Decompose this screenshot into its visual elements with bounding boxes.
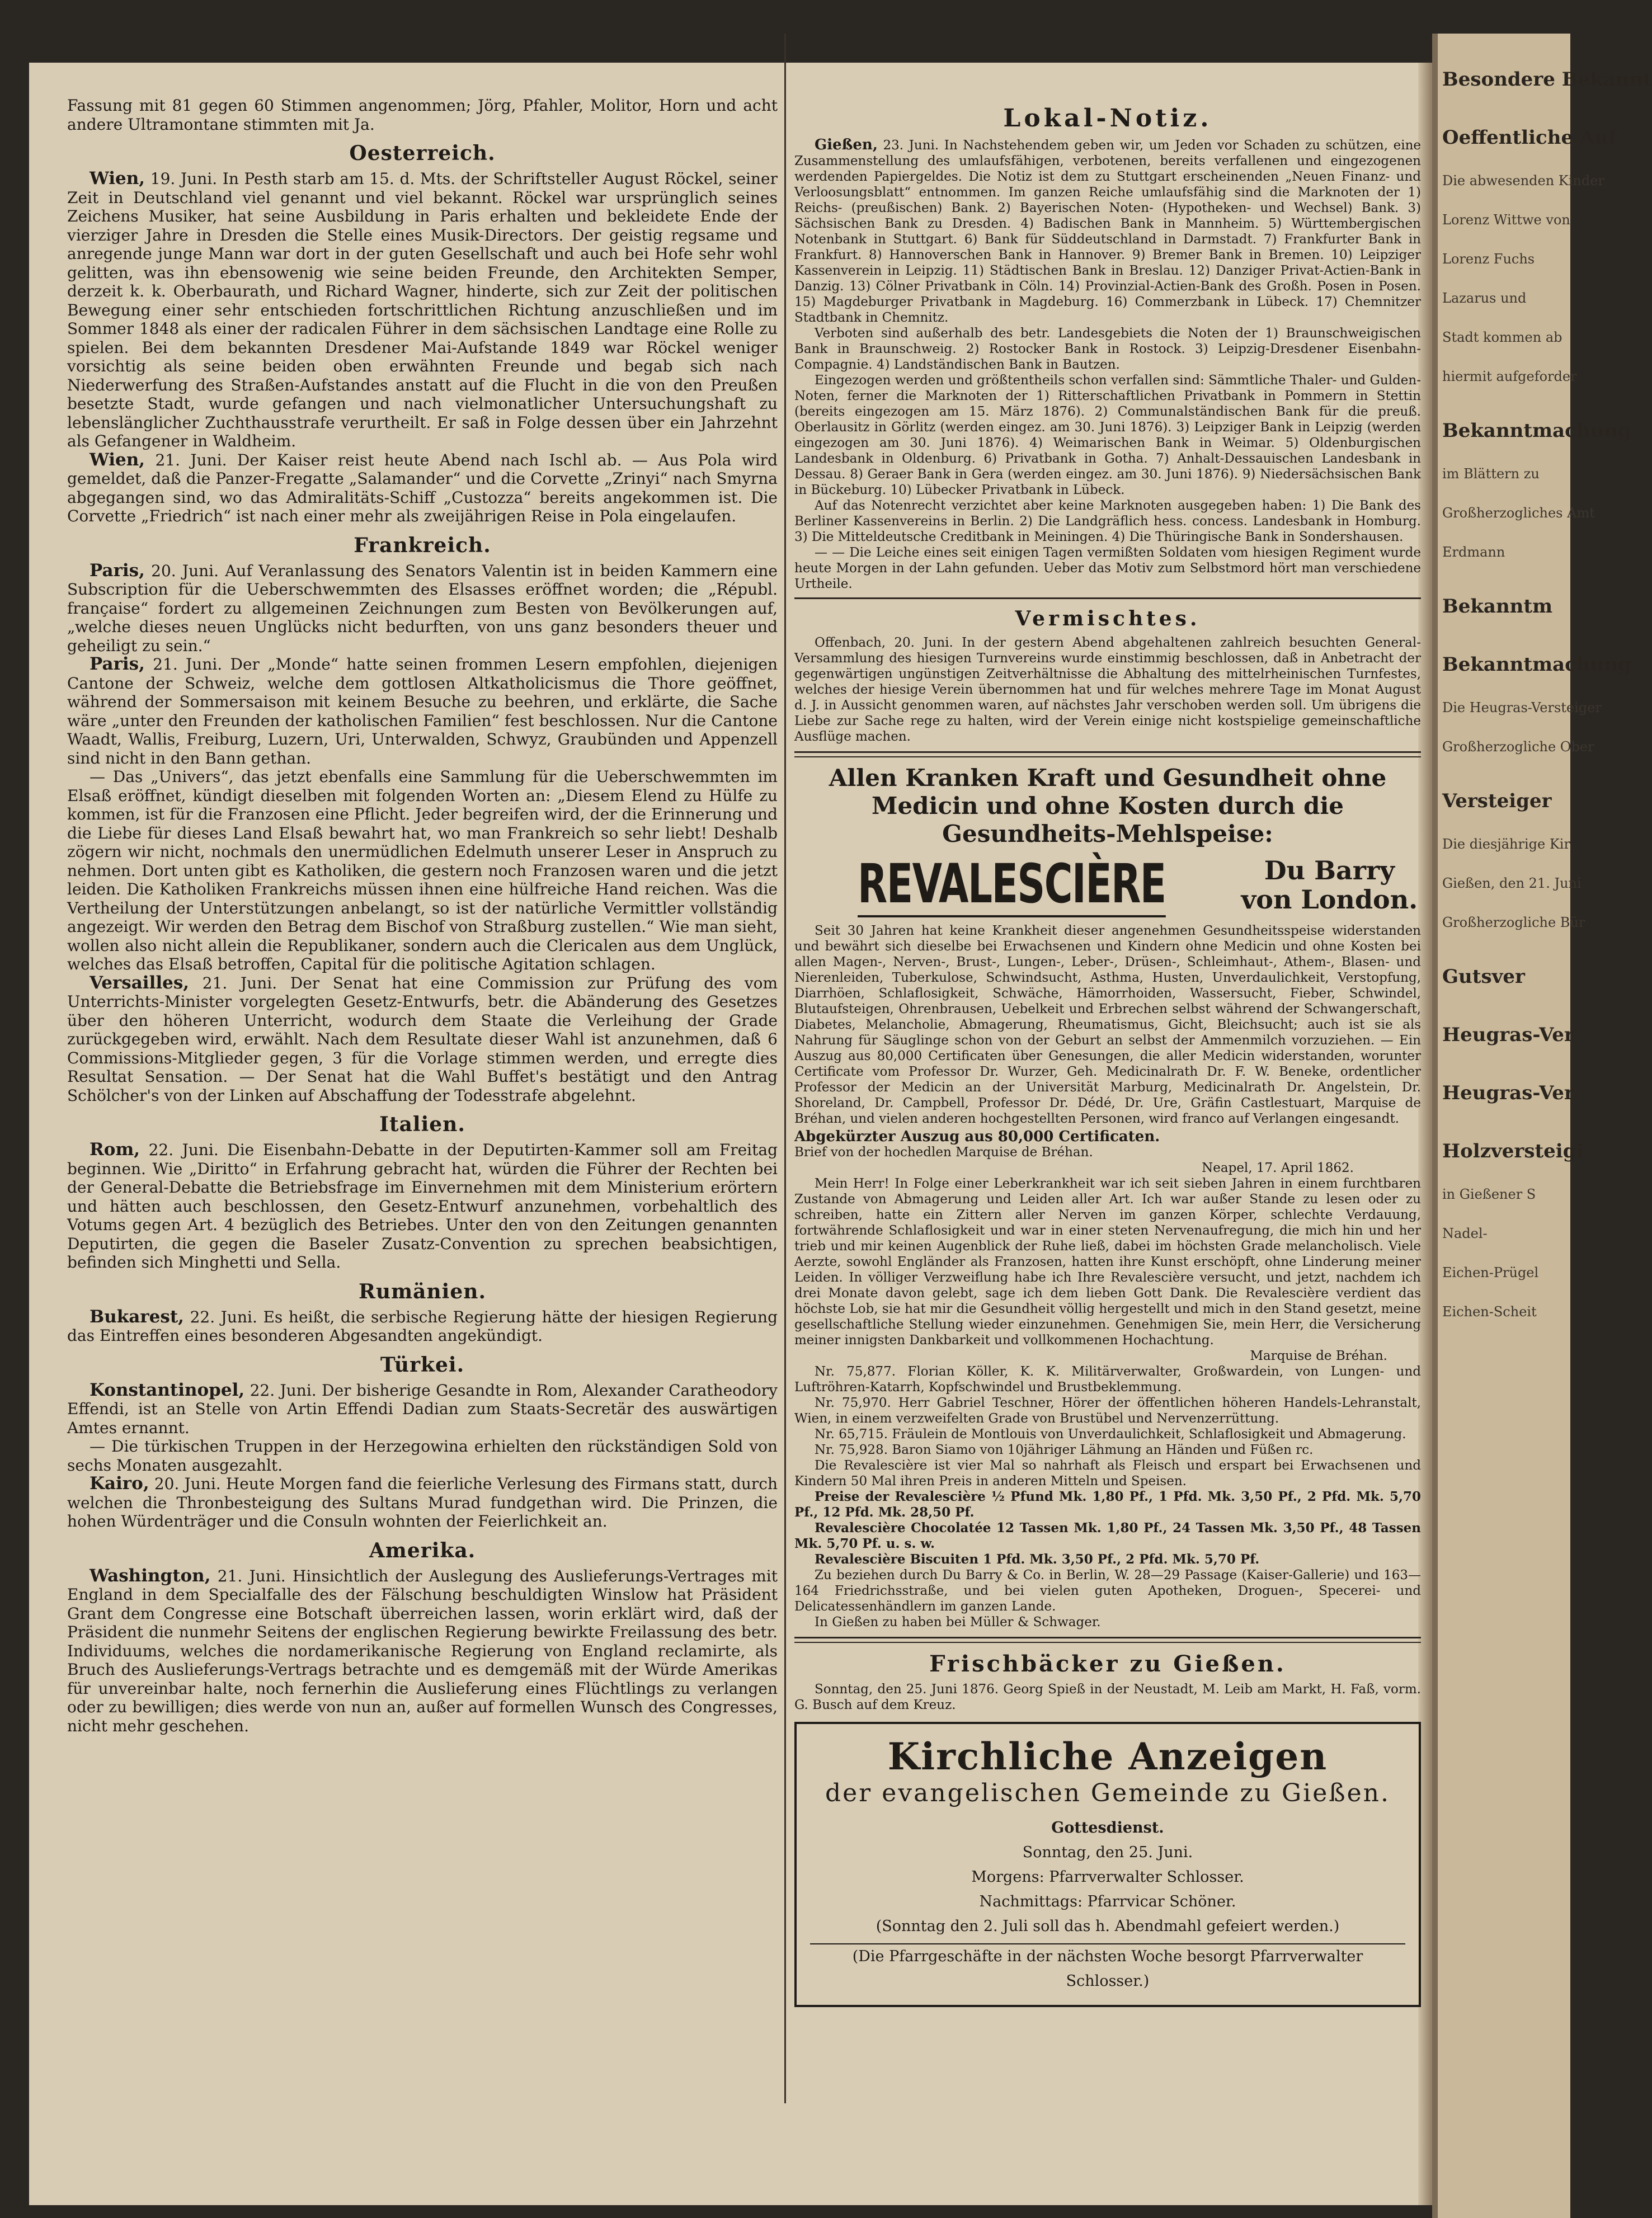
ad-brand-subtitle: [1241, 856, 1418, 914]
section-heading-lokal: Lokal-Notiz.: [1003, 104, 1212, 133]
dateline: Rom,: [90, 1139, 140, 1160]
left-column: [67, 96, 778, 1735]
divider: [794, 1637, 1421, 1643]
ad-brand-block: [794, 853, 1421, 917]
church-service-heading: Gottesdienst.: [1051, 1819, 1164, 1836]
adjacent-page-line: Gießen, den 21. Juni: [1442, 875, 1582, 891]
section-heading-frankreich: Frankreich.: [354, 533, 491, 557]
adjacent-page-line: Lorenz Wittwe von: [1442, 212, 1570, 228]
adjacent-page-line: Großherzogliches Amt: [1442, 505, 1595, 521]
article-text: 23. Juni. In Nachstehendem geben wir, um Jeden vor Schaden zu schützen, eine Zusammenstellung des umlaufsfähigen, verbotenen, bereits verfallenen und eingezogenen werdenden Papiergeldes. Die Notiz ist dem zu Stuttgart erscheinenden „Neuen Finanz- und Verloosungsblatt“ entnommen. Im ganzen Reiche umlaufsfähig sind die Marknoten der 1) Reichs- (preußischen) Bank. 2) Bayerischen Noten- (Hypotheken- und Wechsel) Bank. 3) Sächsischen Bank zu Dresden. 4) Badischen Bank in Mannheim. 5) Württembergischen Notenbank in Stuttgart. 6) Bank für Süddeutschland in Darmstadt. 7) Frankfurter Bank in Frankfurt. 8) Hannoverschen Bank in Hannover. 9) Bremer Bank in Bremen. 10) Leipziger Kassenverein in Leipzig. 11) Städtischen Bank in Breslau. 12) Danziger Privat-Actien-Bank in Danzig. 13) Cölner Privatbank in Cöln. 14) Provinzial-Actien-Bank des Großh. Posen in Posen. 15) Magdeburger Privatbank in Magdeburg. 16) Commerzbank in Lübeck. 17) Chemnitzer Stadtbank in Chemnitz.: [794, 138, 1422, 325]
article-text: 21. Juni. Der Senat hat eine Commission zur Prüfung des vom Unterrichts-Minister vorgelegten Gesetz-Entwurfs, betr. die Abänderung des Gesetzes über den höheren Unterricht, wodurch dem Staate die Verleihung der Grade zurückgegeben wird, erwählt. Nach dem Resultate dieser Wahl ist anzunehmen, daß 6 Commissions-Mitglieder gegen, 3 für die Vorlage stimmen werden, und erregte dies Resultat Sensation. — Der Senat hat die Wahl Buffet's bestätigt und den Antrag Schölcher's von der Linken auf Abschaffung der Todesstrafe abgelehnt.: [67, 973, 778, 1105]
adjacent-page-line: Besondere Bekannt: [1442, 68, 1652, 91]
article-konstantinopel: [67, 1381, 778, 1438]
adjacent-page-line: Die Heugras-Versteiger: [1442, 700, 1602, 715]
article-wien-2: [67, 451, 778, 526]
church-communion-note: (Sonntag den 2. Juli soll das h. Abendmahl gefeiert werden.): [876, 1918, 1340, 1935]
ad-prices: Preise der Revalescière ½ Pfund Mk. 1,80 Pf., 1 Pfd. Mk. 3,50 Pf., 2 Pfd. Mk. 5,70 Pf., 12 Pfd. Mk. 28,50 Pf.: [794, 1489, 1421, 1520]
section-heading-italien: Italien.: [379, 1113, 465, 1136]
ad-supplier: Zu beziehen durch Du Barry & Co. in Berlin, W. 28—29 Passage (Kaiser-Gallerie) und 163—164 Friedrichsstraße, und bei vielen guten Apotheken, Droguen-, Specerei- und Delicatessenhändlern im ganzen Lande.: [794, 1568, 1421, 1614]
church-duties-note: (Die Pfarrgeschäfte in der nächsten Woche besorgt Pfarrverwalter Schlosser.): [810, 1943, 1405, 1994]
section-heading-tuerkei: Türkei.: [380, 1353, 465, 1377]
column-divider: [784, 34, 786, 2103]
adjacent-page-line: Großherzogliche Ober: [1442, 739, 1594, 755]
ad-cert-heading: Abgekürzter Auszug aus 80,000 Certificaten.: [794, 1128, 1160, 1145]
adjacent-page-line: Lazarus und: [1442, 290, 1527, 306]
adjacent-page-edge: [1432, 34, 1652, 2218]
section-heading-vermischtes: Vermischtes.: [1015, 607, 1201, 630]
ad-signature: Marquise de Bréhan.: [1250, 1349, 1387, 1363]
article-bukarest: [67, 1308, 778, 1345]
section-heading-oesterreich: Oesterreich.: [349, 142, 496, 165]
adjacent-page-line: Bekanntmachung: [1442, 420, 1631, 442]
church-notices-subtitle: der evangelischen Gemeinde zu Gießen.: [825, 1779, 1391, 1807]
article-versailles: [67, 974, 778, 1105]
ad-intro: Seit 30 Jahren hat keine Krankheit dieser angenehmen Gesundheitsspeise widerstanden und bewährt sich dieselbe bei Erwachsenen und Kindern ohne Medicin und ohne Kosten bei allen Magen-, Nerven-, Brust-, Lungen-, Leber-, Drüsen-, Schleimhaut-, Athem-, Blasen- und Nierenleiden, Tuberkulose, Schwindsucht, Asthma, Husten, Unverdaulichkeit, Verstopfung, Diarrhöen, Schlaflosigkeit, Schwäche, Hämorrhoiden, Wassersucht, Fieber, Schwindel, Blutaufsteigen, Ohrenbrausen, Uebelkeit und Erbrechen selbst während der Schwangerschaft, Diabetes, Melancholie, Abmagerung, Rheumatismus, Gicht, Bleichsucht; auch ist sie als Nahrung für Säuglinge schon von der Geburt an selbst der Ammenmilch vorzuziehen. — Ein Auszug aus 80,000 Certificaten über Genesungen, die aller Medicin widerstanden, worunter Certificate vom Professor Dr. Wurzer, Geh. Medicinalrath Dr. F. W. Beneke, ordentlicher Professor der Medicin an der Universität Marburg, Medicinalrath Dr. Angelstein, Dr. Shoreland, Dr. Campbell, Professor Dr. Dédé, Dr. Ure, Gräfin Castlestuart, Marquise de Bréhan, und vielen anderen hochgestellten Personen, wird franco auf Verlangen eingesandt.: [794, 924, 1421, 1126]
continued-paragraph: Fassung mit 81 gegen 60 Stimmen angenommen; Jörg, Pfahler, Molitor, Horn und acht andere Ultramontane stimmten mit Ja.: [67, 96, 778, 134]
divider: [794, 597, 1421, 599]
adjacent-page-line: in Gießener S: [1442, 1186, 1536, 1202]
adjacent-page-line: Versteiger: [1442, 790, 1552, 812]
section-heading-amerika: Amerika.: [369, 1538, 476, 1562]
article-giessen: [794, 137, 1421, 326]
adjacent-page-line: Stadt kommen ab: [1442, 329, 1562, 345]
adjacent-page-line: Holzversteigi: [1442, 1140, 1584, 1162]
article-eingezogen: Eingezogen werden und größtentheils schon verfallen sind: Sämmtliche Thaler- und Gulden-Noten, ferner die Marknoten der 1) Ritterschaftlichen Privatbank in Pommern in Stettin (bereits eingezogen am 15. März 1876). 2) Communalständischen Bank für die preuß. Oberlausitz in Görlitz (werden eingez. am 30. Juni 1876). 3) Leipziger Bank in Leipzig (werden eingezogen am 30. Juni 1876). 4) Weimarischen Bank in Weimar. 5) Oldenburgischen Landesbank in Oldenburg. 6) Privatbank in Gotha. 7) Anhalt-Dessauischen Landesbank in Dessau. 8) Geraer Bank in Gera (werden eingez. am 30. Juni 1876). 9) Niedersächsischen Bank in Bückeburg. 10) Lübecker Privatbank in Lübeck.: [794, 373, 1421, 497]
dateline: Paris,: [90, 560, 145, 581]
section-heading-rumaenien: Rumänien.: [359, 1279, 486, 1303]
ad-prices-biscuits: Revalescière Biscuiten 1 Pfd. Mk. 3,50 Pf., 2 Pfd. Mk. 5,70 Pf.: [815, 1552, 1260, 1567]
ad-headline: Allen Kranken Kraft und Gesundheit ohne Medicin und ohne Kosten durch die Gesundheits-Mehlspeise:: [829, 764, 1387, 847]
dateline: Bukarest,: [90, 1306, 184, 1327]
article-paris-2: [67, 655, 778, 767]
adjacent-page-line: Großherzogliche Bür: [1442, 915, 1585, 930]
ad-letter: Mein Herr! In Folge einer Leberkrankheit war ich seit sieben Jahren in einem furchtbaren Zustande von Abmagerung und Leiden aller Art. Ich war außer Stande zu lesen oder zu schreiben, hatte ein Zittern aller Nerven im ganzen Körper, schlechte Verdauung, fortwährende Schlaflosigkeit und war in einer steten Nervenaufregung, die mich hin und her trieb und mir keinen Augenblick der Ruhe ließ, dabei im höchsten Grade melancholisch. Viele Aerzte, sowohl Engländer als Franzosen, hatten ihre Kunst erschöpft, ohne Linderung meiner Leiden. In völliger Verzweiflung habe ich Ihre Revalescière versucht, und jetzt, nachdem ich drei Monate davon gelebt, sage ich dem lieben Gott Dank. Die Revalescière verdient das höchste Lob, sie hat mir die Gesundheit völlig hergestellt und mich in den Stand gesetzt, meine gesellschaftliche Stellung wieder einzunehmen. Genehmigen Sie, mein Herr, die Versicherung meiner innigsten Dankbarkeit und vollkommenen Hochachtung.: [794, 1176, 1421, 1348]
article-rom: [67, 1141, 778, 1272]
church-notices-box: [794, 1722, 1421, 2007]
adjacent-page-text: [1438, 67, 1652, 1320]
ad-brand-sub2: von London.: [1241, 884, 1418, 915]
dateline: Paris,: [90, 654, 145, 674]
section-heading-frischbaecker: Frischbäcker zu Gießen.: [929, 1651, 1286, 1677]
adjacent-page-line: im Blättern zu: [1442, 466, 1540, 482]
frischbaecker-text: Sonntag, den 25. Juni 1876. Georg Spieß in der Neustadt, M. Leib am Markt, H. Faß, vorm. G. Busch auf dem Kreuz.: [794, 1682, 1421, 1712]
right-column: [794, 96, 1421, 2007]
dateline: Konstantinopel,: [90, 1379, 245, 1400]
adjacent-page-line: Erdmann: [1442, 544, 1505, 560]
adjacent-page-line: Gutsver: [1442, 966, 1525, 988]
article-text: 21. Juni. Hinsichtlich der Auslegung des Auslieferungs-Vertrages mit England in dem Specialfalle des der Fälschung beschuldigten Winslow hat Präsident Grant dem Congresse eine Botschaft überreichen lassen, worin erklärt wird, daß der Präsident die nunmehr Seitens der englischen Regierung bewirkte Freilassung des betr. Individuums, welches die nordamerikanische Regierung von England reclamirte, als Bruch des Auslieferungs-Vertrags betrachte und es demgemäß mit der Würde Amerikas für unvereinbar halte, noch fernerhin die Auslieferung eines Flüchtlings zu verlangen oder zu bewilligen; dies werde von nun an, außer auf formellen Wunsch des Congresses, nicht mehr geschehen.: [67, 1566, 778, 1735]
article-verboten: Verboten sind außerhalb des betr. Landesgebiets die Noten der 1) Braunschweigischen Bank in Braunschweig. 2) Rostocker Bank in Rostock. 3) Leipzig-Dresdener Eisenbahn-Compagnie. 4) Landständischen Bank in Bautzen.: [794, 326, 1421, 372]
article-offenbach: Offenbach, 20. Juni. In der gestern Abend abgehaltenen zahlreich besuchten General-Versammlung des hiesigen Turnvereins wurde einstimmig beschlossen, daß in Anbetracht der gegenwärtigen ungünstigen Zeitverhältnisse die Abhaltung des mittelrheinischen Turnfestes, welches der hiesige Verein übernommen hat und für welches mehrere Tage im Monat August d. J. in Aussicht genommen waren, auf nächstes Jahr verschoben werden soll. Um übrigens die Liebe zur Sache rege zu halten, wird der Verein einige nicht kostspielige gemeinschaftliche Ausflüge machen.: [794, 635, 1421, 744]
article-notenrecht: Auf das Notenrecht verzichtet aber keine Marknoten ausgegeben haben: 1) Die Bank des Berliner Kassenvereins in Berlin. 2) Die Landgräflich hess. concess. Landesbank in Homburg. 3) Die Mitteldeutsche Creditbank in Meiningen. 4) Die Thüringische Bank in Sondershausen.: [794, 498, 1421, 544]
article-paris-1: [67, 562, 778, 656]
ad-nutrition: Die Revalescière ist vier Mal so nahrhaft als Fleisch und erspart bei Erwachsenen und Kindern 50 Mal ihren Preis in anderen Mitteln und Speisen.: [794, 1458, 1421, 1489]
article-text: 20. Juni. Heute Morgen fand die feierliche Verlesung des Firmans statt, durch welchen die Thronbesteigung des Sultans Murad fundgethan wird. Die Prinzen, die hohen Würdenträger und die Consuln wohnten der Feierlichkeit an.: [67, 1475, 778, 1531]
article-univers: — Das „Univers“, das jetzt ebenfalls eine Sammlung für die Ueberschwemmten im Elsaß eröffnet, kündigt dieselben mit folgenden Worten an: „Diesem Elend zu Hülfe zu kommen, ist für die Franzosen eine Pflicht. Jeder begreifen wird, der die Erinnerung und die Liebe für dieses Land Elsaß bewahrt hat, wo man Frankreich so sehr liebt! Deshalb zögern wir nicht, nochmals den unermüdlichen Edelmuth unserer Leser in Anspruch zu nehmen. Dort unten gibt es Katholiken, die gestern noch Franzosen waren und die jetzt leiden. Die Katholiken Frankreichs müssen ihnen eine hülfreiche Hand reichen. Was die Vertheilung der Unterstützungen anbelangt, so ist der natürliche Vermittler vollständig angezeigt. Wir werden den Betrag dem Bischof von Straßburg zustellen.“ Wie man sieht, wollen also nicht allein die Republikaner, sondern auch die Clericalen aus dem Unglück, welches das Elsaß betroffen, Capital für die politische Agitation schlagen.: [67, 767, 778, 973]
article-wien-1: [67, 169, 778, 451]
divider: [794, 751, 1421, 757]
adjacent-page-line: Heugras-Ver: [1442, 1024, 1574, 1046]
ad-cert-2: Nr. 75,970. Herr Gabriel Teschner, Hörer der öffentlichen höheren Handels-Lehranstalt, Wien, in einem verzweifelten Grade von Brustübel und Nervenzerrüttung.: [794, 1396, 1421, 1426]
article-washington: [67, 1567, 778, 1736]
dateline: Versailles,: [90, 972, 190, 993]
article-text: 20. Juni. Auf Veranlassung des Senators Valentin ist in beiden Kammern eine Subscription für die Ueberschwemmten des Elsasses eröffnet worden; die „Républ. française“ fordert zu allgemeinen Zeichnungen zum Besten von Bevölkerungen auf, „welche dieses neuen Unglücks nicht bedurften, von uns ganz besonders theuer und geheiligt zu sein.“: [67, 561, 778, 655]
church-service-date: Sonntag, den 25. Juni.: [1022, 1844, 1193, 1861]
article-text: 21. Juni. Der „Monde“ hatte seinen frommen Lesern empfohlen, diejenigen Cantone der Schweiz, welche dem gottlosen Altkatholicismus die Thore geöffnet, während der Sommersaison mit keinem Besuche zu beehren, und erklärte, die Sache wäre „unter den Freunden der katholischen Familien“ fest beschlossen. Nur die Cantone Waadt, Wallis, Freiburg, Luzern, Uri, Unterwalden, Schwyz, Graubünden und Appenzell sind nicht in den Bann gethan.: [67, 655, 778, 767]
article-leiche: — — Die Leiche eines seit einigen Tagen vermißten Soldaten vom hiesigen Regiment wurde heute Morgen in der Lahn gefunden. Ueber das Motiv zum Selbstmord hört man verschiedene Urtheile.: [794, 545, 1421, 591]
article-text: 21. Juni. Der Kaiser reist heute Abend nach Ischl ab. — Aus Pola wird gemeldet, daß die Panzer-Fregatte „Salamander“ und die Corvette „Zrinyi“ nach Smyrna abgegangen sind, wo das Admiralitäts-Schiff „Custozza“ bereits angekommen ist. Die Corvette „Friedrich“ ist nach einer mehr als zweijährigen Reise in Pola eingelaufen.: [67, 450, 778, 525]
article-text: 19. Juni. In Pesth starb am 15. d. Mts. der Schriftsteller August Röckel, seiner Zeit in Deutschland viel genannt und viel bekannt. Röckel war ursprünglich seines Zeichens Musiker, hat seine Ausbildung in Paris erhalten und bekleidete Ende der vierziger Jahre in Dresden die Stelle eines Musik-Directors. Der geistig regsame und anregende junge Mann war dort in der guten Gesellschaft und auch bei Hofe sehr wohl gelitten, was ihn ebensowenig wie seine beiden Freunde, den Architekten Semper, derzeit k. k. Oberbaurath, und Richard Wagner, hinderte, sich zur Zeit der politischen Bewegung einer sehr entschieden fortschrittlichen Richtung anzuschließen und im Sommer 1848 als einer der radicalen Führer in dem sächsischen Landtage eine Rolle zu spielen. Bei dem bekannten Dresdener Mai-Aufstande 1849 war Röckel weniger vorsichtig als seine beiden oben erwähnten Freunde und begab sich nach Niederwerfung des Straßen-Aufstandes anstatt auf die Flucht in die von den Preußen besetzte Stadt, wurde gefangen und nach vielmonatlicher Untersuchungshaft zu lebenslänglicher Zuchthausstrafe verurtheilt. Er saß in Folge dessen über ein Jahrzehnt als Gefangener in Waldheim.: [67, 169, 778, 450]
article-text: 22. Juni. Der bisherige Gesandte in Rom, Alexander Caratheodory Effendi, ist an Stelle von Artin Effendi Dadian zum Staats-Secretär des auswärtigen Amtes ernannt.: [67, 1381, 778, 1437]
adjacent-page-line: Die abwesenden Kinder: [1442, 173, 1604, 189]
ad-cert-place: Neapel, 17. April 1862.: [1202, 1161, 1354, 1175]
ad-cert-4: Nr. 75,928. Baron Siamo von 10jähriger Lähmung an Händen und Füßen rc.: [815, 1443, 1314, 1457]
ad-cert-3: Nr. 65,715. Fräulein de Montlouis von Unverdaulichkeit, Schlaflosigkeit und Abmagerung.: [815, 1427, 1406, 1442]
adjacent-page-line: Nadel-: [1442, 1226, 1488, 1241]
church-afternoon-service: Nachmittags: Pfarrvicar Schöner.: [979, 1893, 1236, 1910]
dateline: Gießen,: [815, 136, 878, 153]
adjacent-page-line: Eichen-Scheit: [1442, 1304, 1537, 1320]
ad-cert-subheading: Brief von der hochedlen Marquise de Bréhan.: [794, 1145, 1093, 1160]
ad-brand-name: REVALESCIÈRE: [858, 853, 1166, 917]
revalesciere-advertisement: [794, 764, 1421, 1630]
article-kairo: [67, 1475, 778, 1531]
adjacent-page-line: Bekanntm: [1442, 595, 1553, 618]
adjacent-page-line: Heugras-Ver: [1442, 1082, 1574, 1104]
ad-prices-chocolatee: Revalescière Chocolatée 12 Tassen Mk. 1,80 Pf., 24 Tassen Mk. 3,50 Pf., 48 Tassen Mk. 5,70 Pf. u. s. w.: [794, 1520, 1421, 1551]
church-notices-title: Kirchliche Anzeigen: [887, 1735, 1328, 1778]
article-text: 22. Juni. Die Eisenbahn-Debatte in der Deputirten-Kammer soll am Freitag beginnen. Wie „Diritto“ in Erfahrung gebracht hat, würden die Führer der Rechten bei der General-Debatte die Betriebsfrage im Einvernehmen mit dem Ministerium erörtern und hätten auch beschlossen, den Gesetz-Entwurf anzunehmen, vorbehaltlich des Votums gegen Art. 4 bezüglich des Betriebes. Unter den von den Zeitungen genannten Deputirten, die gegen die Baseler Zusatz-Convention zu sprechen beabsichtigen, befinden sich Minghetti und Sella.: [67, 1141, 778, 1272]
ad-local-seller: In Gießen zu haben bei Müller & Schwager.: [815, 1615, 1101, 1630]
church-morning-service: Morgens: Pfarrverwalter Schlosser.: [971, 1868, 1244, 1886]
dateline: Washington,: [90, 1565, 211, 1586]
article-herzegowina: — Die türkischen Truppen in der Herzegowina erhielten den rückständigen Sold von sechs Monaten ausgezahlt.: [67, 1437, 778, 1475]
adjacent-page-line: Die diesjährige Kir: [1442, 836, 1570, 852]
dateline: Wien,: [90, 168, 145, 189]
dateline: Wien,: [90, 449, 145, 470]
article-text: 22. Juni. Es heißt, die serbische Regierung hätte der hiesigen Regierung das Eintreffen eines besonderen Abgesandten angekündigt.: [67, 1307, 778, 1345]
ad-brand-sub1: Du Barry: [1264, 855, 1395, 886]
adjacent-page-line: Bekanntmachung: [1442, 653, 1631, 676]
adjacent-page-line: Lorenz Fuchs: [1442, 251, 1535, 267]
adjacent-page-line: Oeffentliche Auf: [1442, 126, 1617, 149]
adjacent-page-line: Eichen-Prügel: [1442, 1265, 1539, 1280]
ad-cert-1: Nr. 75,877. Florian Köller, K. K. Militärverwalter, Großwardein, von Lungen- und Luftröhren-Katarrh, Kopfschwindel und Brustbeklemmung.: [794, 1364, 1421, 1395]
dateline: Kairo,: [90, 1473, 149, 1494]
adjacent-page-line: hiermit aufgeforder: [1442, 369, 1577, 384]
